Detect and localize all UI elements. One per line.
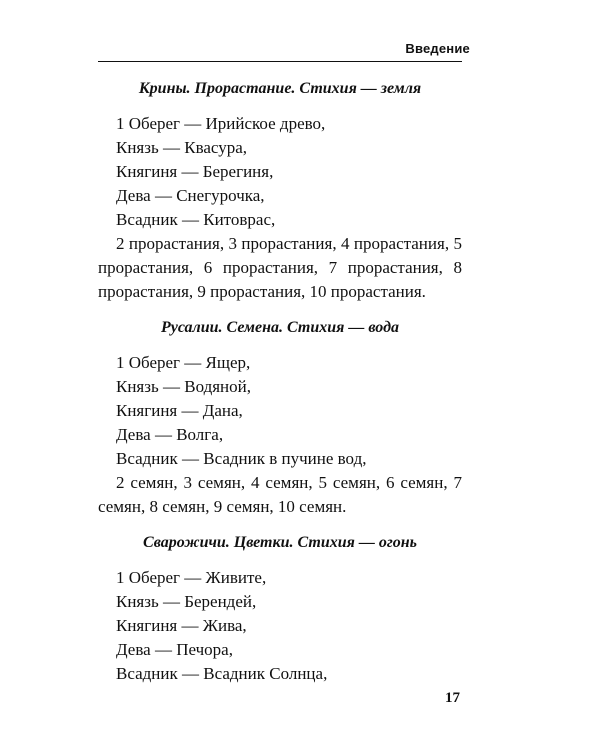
section-kriny <box>98 78 462 304</box>
section-rusalii <box>98 317 462 519</box>
text-paragraph: 2 прорастания, 3 прорастания, 4 прорастания, 5 прорастания, 6 прорастания, 7 прорастания, 8 прорастания, 9 прорастания, 10 прорастания. <box>98 234 462 301</box>
text-line: Всадник — Всадник в пучине вод, <box>116 449 367 468</box>
section-title: Сварожичи. Цветки. Стихия — огонь <box>143 534 417 551</box>
page-content <box>98 78 462 699</box>
text-line: Дева — Волга, <box>116 425 224 444</box>
text-line: Князь — Квасура, <box>116 138 248 157</box>
text-line: Княгиня — Дана, <box>116 401 243 420</box>
text-line: 1 Оберег — Ящер, <box>116 353 251 372</box>
text-paragraph: 2 семян, 3 семян, 4 семян, 5 семян, 6 семян, 7 семян, 8 семян, 9 семян, 10 семян. <box>98 473 462 516</box>
text-line: Всадник — Китоврас, <box>116 210 276 229</box>
section-svarozhichi <box>98 532 462 686</box>
text-line: Княгиня — Жива, <box>116 616 247 635</box>
text-line: 1 Оберег — Живите, <box>116 568 267 587</box>
page-number: 17 <box>445 690 460 706</box>
text-line: Дева — Печора, <box>116 640 233 659</box>
section-title: Русалии. Семена. Стихия — вода <box>160 319 400 336</box>
text-line: Князь — Берендей, <box>116 592 257 611</box>
text-line: Дева — Снегурочка, <box>116 186 265 205</box>
header-rule <box>98 61 462 62</box>
text-line: Князь — Водяной, <box>116 377 251 396</box>
text-line: 1 Оберег — Ирийское древо, <box>116 114 326 133</box>
text-line: Всадник — Всадник Солнца, <box>116 664 328 683</box>
text-line: Княгиня — Берегиня, <box>116 162 274 181</box>
running-header-title: Введение <box>405 41 470 56</box>
section-title: Крины. Прорастание. Стихия — земля <box>138 80 422 97</box>
